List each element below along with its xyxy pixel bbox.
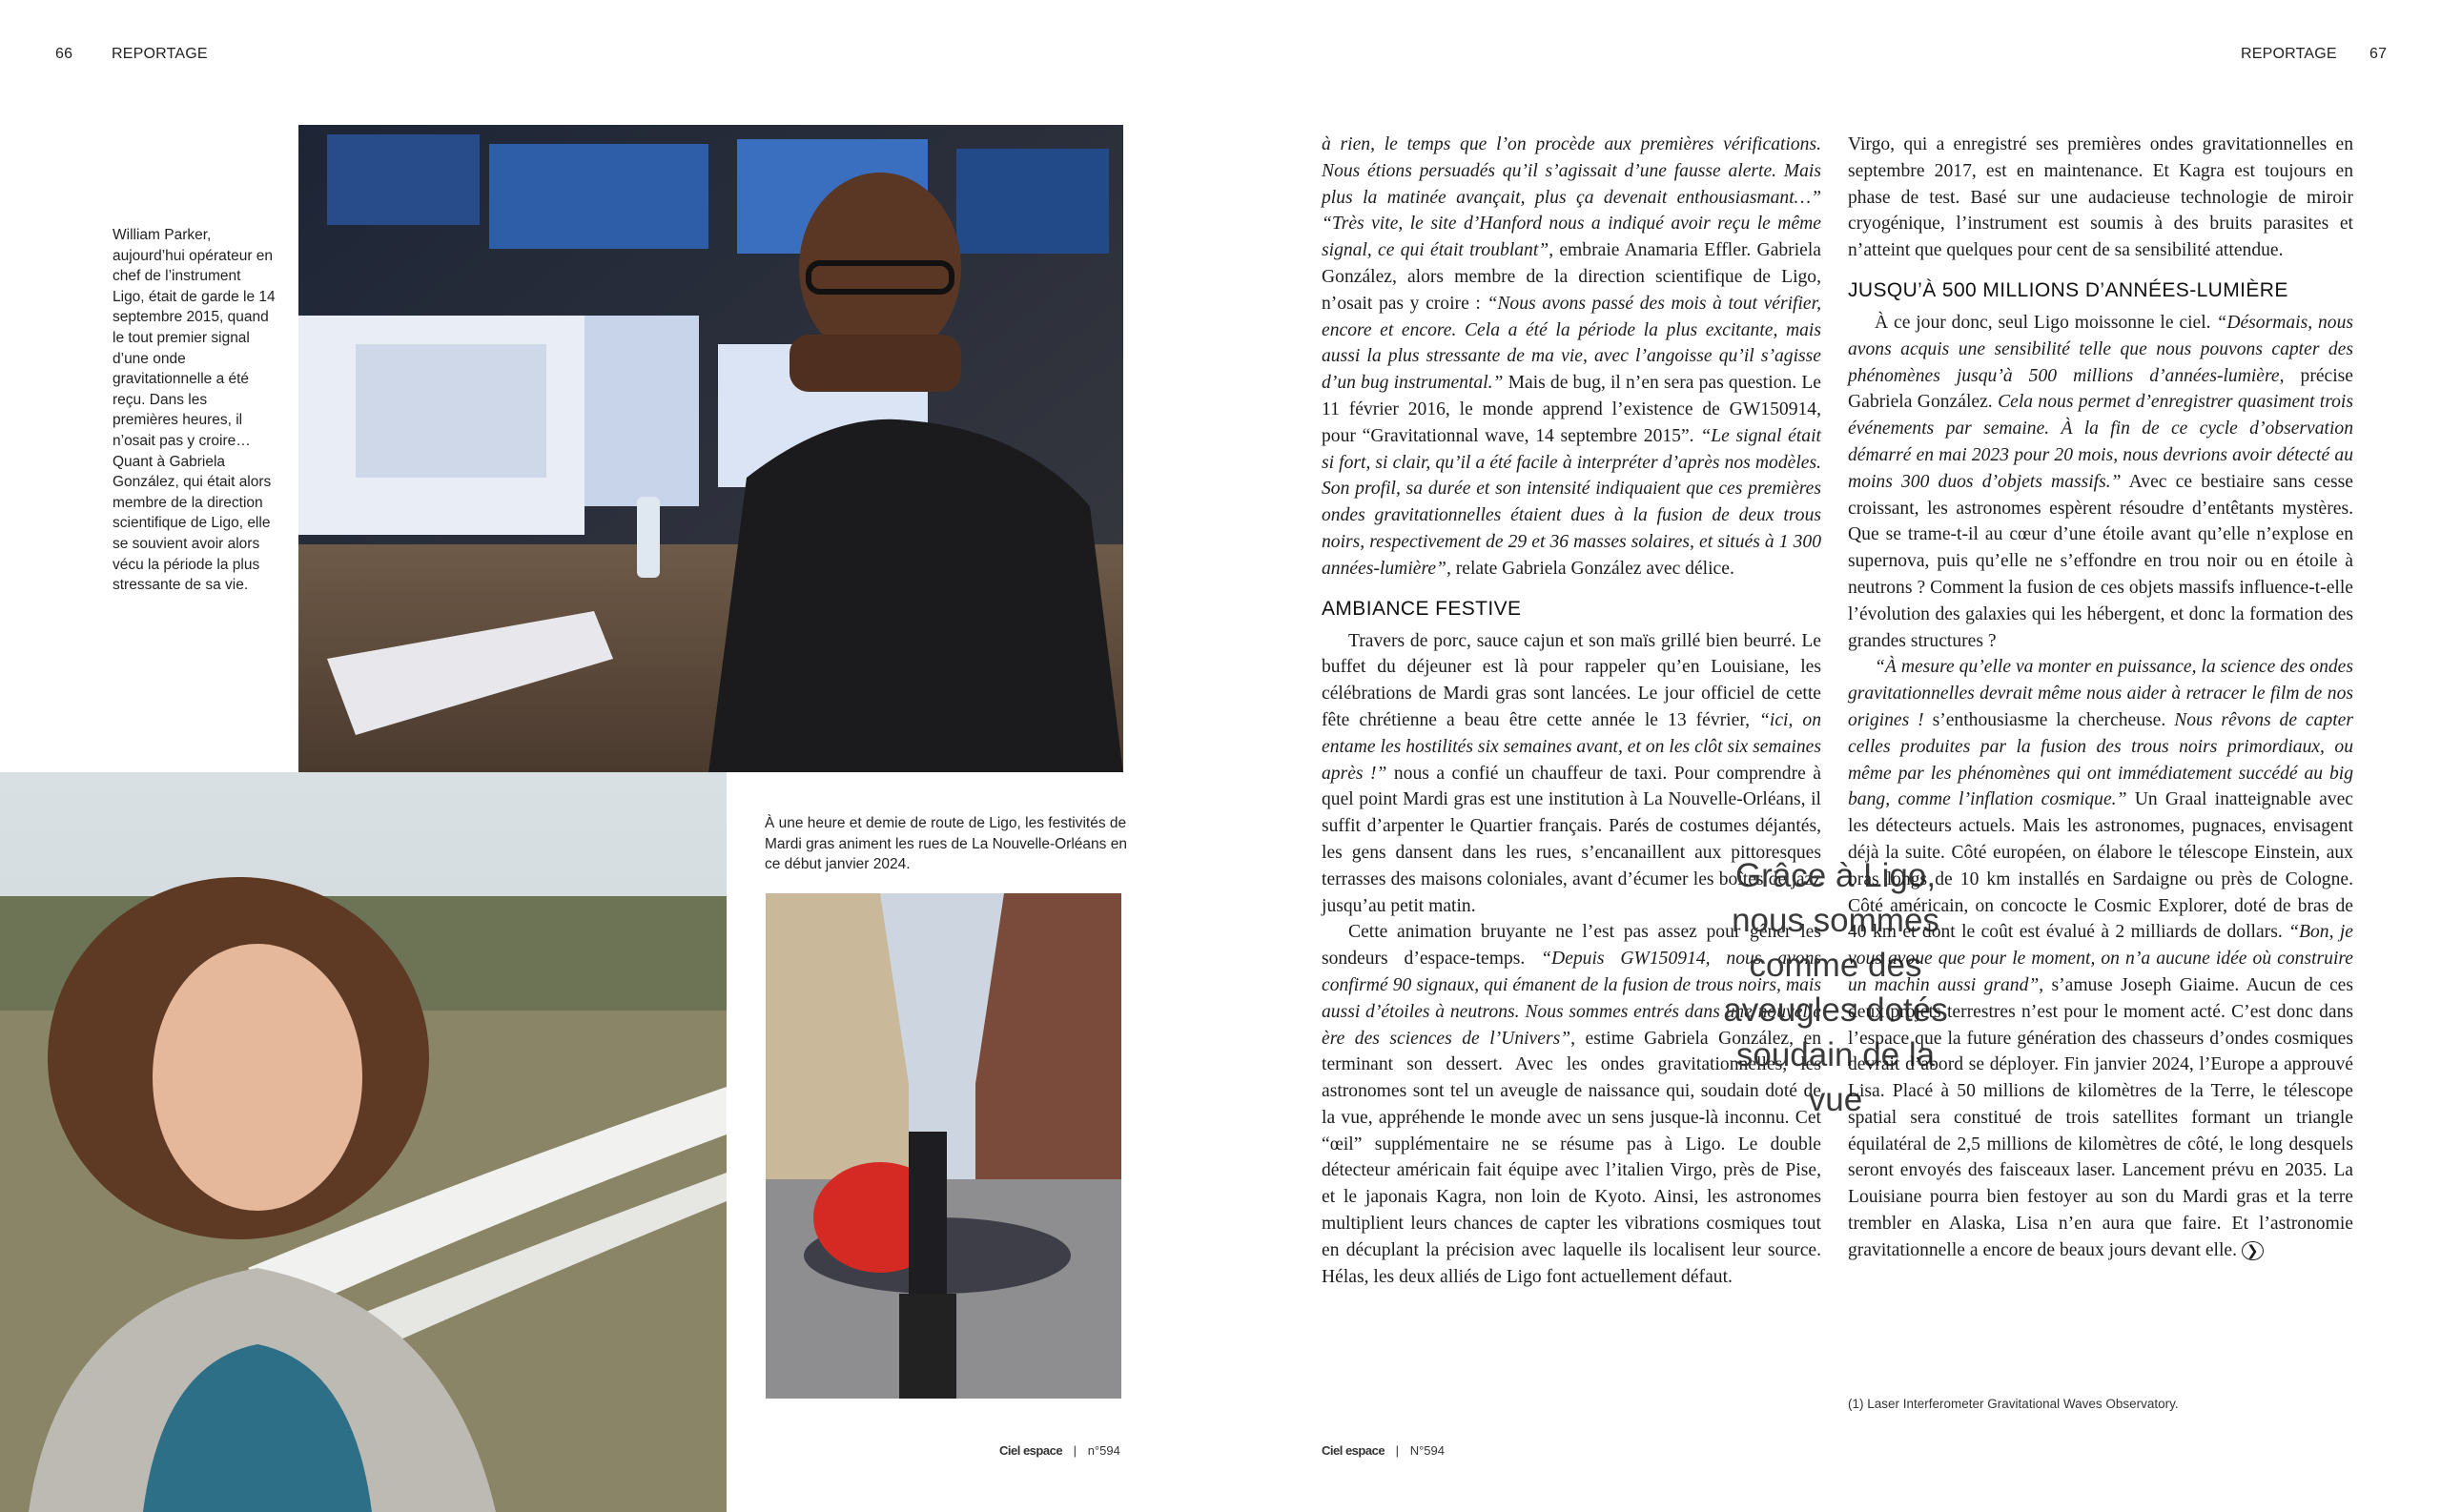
- photo-mardi-gras-street: [766, 893, 1121, 1399]
- heading-ambiance-festive: AMBIANCE FESTIVE: [1322, 597, 1522, 620]
- photo-portrait-gonzalez: [0, 772, 727, 1512]
- heading-500-millions: JUSQU’À 500 MILLIONS D’ANNÉES-LUMIÈRE: [1848, 278, 2288, 301]
- article-column-2: Virgo, qui a enregistré ses premières ondes gravitationnelles en septembre 2017, est en maintenance. Et Kagra est toujours en phase de test. Basé sur une audacieuse technologie de miroir cryogénique, l’instrument est soumis à des bruits parasites et n’atteint que quelques pour cent de sa sensibilité attendue. JUSQU’À 500 MILLIONS D’ANNÉES-LUMIÈRE À ce jour donc, seul Ligo moissonne le ciel. “Désormais, nous avons acquis une sensibilité telle que nous pouvons capter des phénomènes jusqu’à 500 millions d’années-lumière, précise Gabriela González. Cela nous permet d’enregistrer quasiment trois événements par semaine. À la fin de ce cycle d’observation démarré en mai 2023 pour 20 mois, nous devrions avoir détecté au moins 300 duos d’objets massifs.” Avec ce bestiaire sans cesse croissant, les astronomes espèrent résoudre d’entêtants mystères. Que se trame-t-il au cœur d’une étoile avant qu’elle n’explose en supernova, puis qu’elle ne s’effondre en trou noir ou en étoile à neutrons ? Comment la fusion de ces objets massifs influence-t-elle l’évolution des galaxies qui les hébergent, et donc la formation des grandes structures ? “À mesure qu’elle va monter en puissance, la science des ondes gravitationnelles devrait même nous aider à retracer le film de nos origines ! s’enthousiasme la chercheuse. Nous rêvons de capter celles produites par la fusion des trous noirs primordiaux, ou même par les phénomènes qui ont immédiatement succédé au big bang, comme l’inflation cosmique.” Un Graal inatteignable avec les détecteurs actuels. Mais les astronomes, pugnaces, envisagent déjà la suite. Côté européen, on élabore le télescope Einstein, aux bras longs de 10 km installés en Sardaigne ou près de Cologne. Côté américain, on concocte le Cosmic Explorer, doté de bras de 40 km et dont le coût est évalué à 2 milliards de dollars. “Bon, je vous avoue que pour le moment, on n’a aucune idée où construire un machin aussi grand”, s’amuse Joseph Giaime. Aucun de ces deux projets terrestres n’est pour le moment acté. C’est donc dans l’espace que la future génération des chasseurs d’ondes cosmiques devrait d’abord se déployer. Fin janvier 2024, l’Europe a approuvé Lisa. Placé à 50 millions de kilomètres de la Terre, le télescope spatial sera constitué de trois satellites formant un triangle équilatéral de 2,5 millions de kilomètres de côté, le long desquels seront envoyés des faisceaux laser. Lancement prévu en 2035. La Louisiane pourra bien festoyer au son du Mardi gras et la terre trembler en Alaska, Lisa n’en aura que faire. Et l’astronomie gravitationnelle a encore de beaux jours devant elle. ❯: [1848, 134, 2354, 1260]
- section-label-left: REPORTAGE: [112, 46, 208, 62]
- magazine-logo-left: Ciel espace: [999, 1443, 1063, 1458]
- photo-caption-parker: William Parker, aujourd’hui opérateur en chef de l’instrument Ligo, était de garde le 14 septembre 2015, quand le tout premier signal d’une onde gravitationnelle a été reçu. Dans les premières heures, il n’osait pas y croire… Quant à Gabriela González, qui était alors membre de la direction scientifique de Ligo, elle se souvient avoir alors vécu la période la plus stressante de sa vie.: [113, 227, 276, 594]
- article-column-1: à rien, le temps que l’on procède aux premières vérifications. Nous étions persuadés qu’il s’agissait d’une fausse alerte. Mais plus la matinée avançait, plus ça devenait enthousiasmant…” “Très vite, le site d’Hanford nous a indiqué avoir reçu le même signal, ce qui était troublant”, embraie Anamaria Effler. Gabriela González, alors membre de la direction scientifique de Ligo, n’osait pas y croire : “Nous avons passé des mois à tout vérifier, encore et encore. Cela a été la période la plus excitante, mais aussi la plus stressante de ma vie, avec l’angoisse qu’il s’agisse d’un bug instrumental.” Mais de bug, il n’en sera pas question. Le 11 février 2016, le monde apprend l’existence de GW150914, pour “Gravitationnal wave, 14 septembre 2015”. “Le signal était si fort, si clair, qu’il a été facile à interpréter d’après nos modèles. Son profil, sa durée et son intensité indiquaient que ces premières ondes gravitationnelles étaient dues à la fusion de deux trous noirs, respectivement de 29 et 36 masses solaires, et situés à 1 300 années-lumière”, relate Gabriela González avec délice. AMBIANCE FESTIVE Travers de porc, sauce cajun et son maïs grillé bien beurré. Le buffet du déjeuner est là pour rappeler qu’en Louisiane, les célébrations de Mardi gras sont lancées. Le jour officiel de cette fête chrétienne a beau être cette année le 13 février, “ici, on entame les hostilités six semaines avant, et on les clôt six semaines après !” nous a confié un chauffeur de taxi. Pour comprendre à quel point Mardi gras est une institution à La Nouvelle-Orléans, il suffit d’arpenter le Quartier français. Parés de costumes déjantés, les gens dansent dans les rues, s’encanaillent aux pittoresques terrasses des maisons coloniales, avant d’écumer les boîtes de jazz jusqu’au petit matin. Cette animation bruyante ne l’est pas assez pour gêner les sondeurs d’espace-temps. “Depuis GW150914, nous avons confirmé 90 signaux, qui émanent de la fusion de trous noirs, mais aussi d’étoiles à neutrons. Nous sommes entrés dans une nouvelle ère des sciences de l’Univers”, estime Gabriela González, en terminant son dessert. Avec les ondes gravitationnelles, les astronomes sont tel un aveugle de naissance qui, soudain doté de la vue, appréhende le monde avec un sens jusque-là inconnu. Cet “œil” supplémentaire ne se résume pas à Ligo. Le double détecteur américain fait équipe avec l’italien Virgo, près de Pise, et le japonais Kagra, non loin de Kyoto. Ainsi, les astronomes multiplient leurs chances de capter les vibrations cosmiques tout en décuplant la précision avec laquelle ils localisent leur source. Hélas, les deux alliés de Ligo font actuellement défaut.: [1322, 134, 1822, 1287]
- issue-number-right: N°594: [1409, 1443, 1445, 1458]
- section-label-right: REPORTAGE: [2241, 46, 2337, 62]
- footnote: (1) Laser Interferometer Gravitational Waves Observatory.: [1848, 1397, 2179, 1411]
- magazine-logo-right: Ciel espace: [1322, 1443, 1385, 1458]
- photo-caption-mardi-gras: À une heure et demie de route de Ligo, les festivités de Mardi gras animent les rues de La Nouvelle-Orléans en ce début janvier 2024.: [765, 815, 1127, 873]
- pull-quote: Grâce à Ligo, nous sommes comme des aveugles dotés soudain de la vue: [1723, 857, 1948, 1118]
- photo-control-room: [298, 125, 1123, 772]
- issue-number-left: n°594: [1087, 1443, 1120, 1458]
- end-of-article-icon: ❯: [2242, 1241, 2264, 1260]
- page-number-right: 67: [2369, 46, 2388, 62]
- page-number-left: 66: [55, 46, 73, 62]
